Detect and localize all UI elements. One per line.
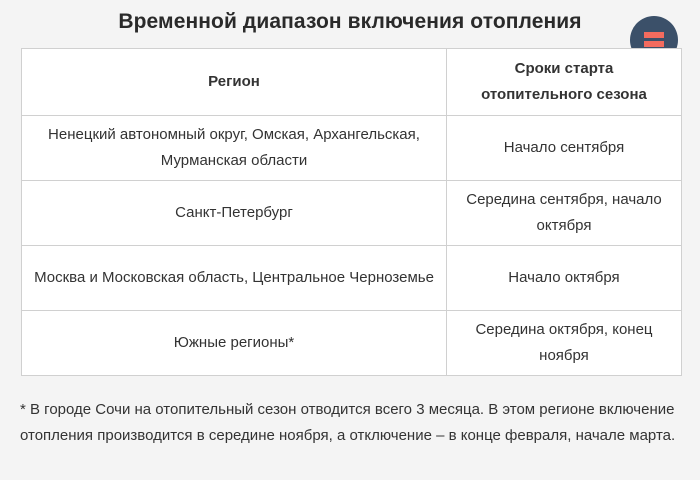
start-date-cell: Начало сентября	[447, 116, 682, 181]
table-row	[22, 116, 682, 181]
region-cell: Санкт-Петербург	[22, 181, 447, 246]
table-row	[22, 311, 682, 376]
region-cell: Москва и Московская область, Центральное Черноземье	[22, 246, 447, 311]
region-cell: Ненецкий автономный округ, Омская, Архангельская, Мурманская области	[22, 116, 447, 181]
region-cell: Южные регионы*	[22, 311, 447, 376]
table-row	[22, 246, 682, 311]
page-title: Временной диапазон включения отопления	[118, 10, 582, 33]
table-row	[22, 181, 682, 246]
start-date-cell: Середина октября, конец ноября	[447, 311, 682, 376]
column-header-region: Регион	[22, 49, 447, 116]
hamburger-menu-icon	[644, 31, 664, 49]
heating-schedule-table	[21, 48, 682, 376]
start-date-cell: Начало октября	[447, 246, 682, 311]
column-header-start-dates: Сроки старта отопительного сезона	[447, 49, 682, 116]
table-header-row	[22, 49, 682, 116]
start-date-cell: Середина сентября, начало октября	[447, 181, 682, 246]
footnote: * В городе Сочи на отопительный сезон отводится всего 3 месяца. В этом регионе включение отопления производится в середине ноября, а отключение – в конце февраля, начале марта.	[20, 401, 676, 444]
